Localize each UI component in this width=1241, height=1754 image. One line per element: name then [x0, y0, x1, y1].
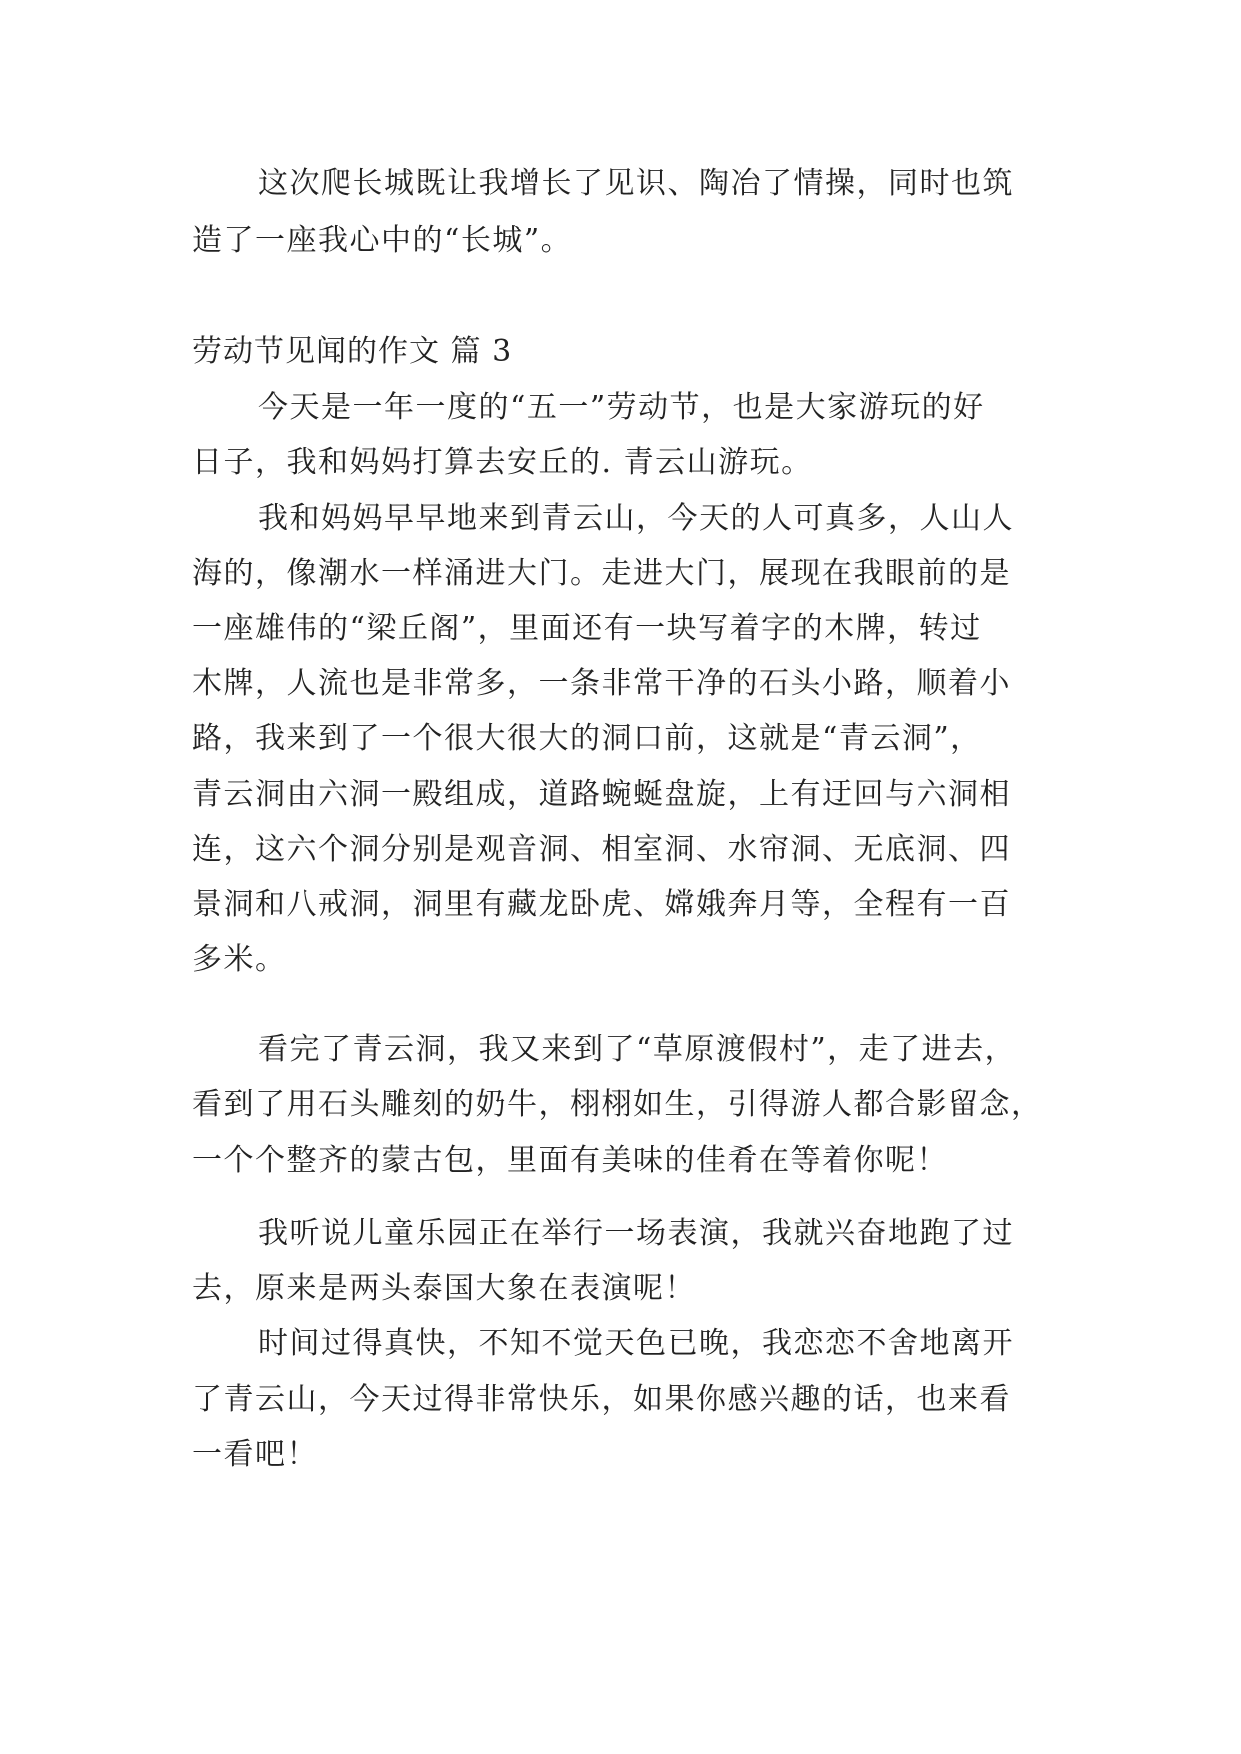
paragraph-line: 看到了用石头雕刻的奶牛，栩栩如生，引得游人都合影留念， [192, 1087, 1043, 1122]
paragraph-line: 去，原来是两头泰国大象在表演呢！ [192, 1271, 696, 1306]
paragraph-line: 木牌，人流也是非常多，一条非常干净的石头小路，顺着小 [192, 666, 1011, 701]
intro-line: 造了一座我心中的“长城”。 [192, 223, 573, 258]
paragraph-line: 日子，我和妈妈打算去安丘的. 青云山游玩。 [192, 445, 813, 480]
paragraph-line: 多米。 [192, 942, 287, 977]
paragraph-line: 海的，像潮水一样涌进大门。走进大门，展现在我眼前的是 [192, 556, 1011, 591]
paragraph-line: 我听说儿童乐园正在举行一场表演，我就兴奋地跑了过 [258, 1216, 1014, 1251]
paragraph-line: 时间过得真快，不知不觉天色已晚，我恋恋不舍地离开 [258, 1326, 1014, 1361]
paragraph-line: 路，我来到了一个很大很大的洞口前，这就是“青云洞”， [192, 721, 982, 756]
paragraph-line: 青云洞由六洞一殿组成，道路蜿蜒盘旋，上有迂回与六洞相 [192, 777, 1011, 812]
paragraph-line: 一个个整齐的蒙古包，里面有美味的佳肴在等着你呢！ [192, 1143, 948, 1178]
paragraph-line: 我和妈妈早早地来到青云山，今天的人可真多，人山人 [258, 501, 1014, 536]
intro-line: 这次爬长城既让我增长了见识、陶冶了情操，同时也筑 [258, 166, 1014, 201]
paragraph-line: 一座雄伟的“梁丘阁”，里面还有一块写着字的木牌，转过 [192, 611, 982, 646]
section-title: 劳动节见闻的作文 篇 3 [192, 334, 513, 369]
paragraph-line: 连，这六个洞分别是观音洞、相室洞、水帘洞、无底洞、四 [192, 832, 1011, 867]
paragraph-line: 看完了青云洞，我又来到了“草原渡假村”，走了进去， [258, 1032, 1017, 1067]
paragraph-line: 景洞和八戒洞，洞里有藏龙卧虎、嫦娥奔月等，全程有一百 [192, 887, 1011, 922]
paragraph-line: 了青云山，今天过得非常快乐，如果你感兴趣的话，也来看 [192, 1382, 1011, 1417]
paragraph-line: 一看吧！ [192, 1437, 318, 1472]
paragraph-line: 今天是一年一度的“五一”劳动节，也是大家游玩的好 [258, 390, 985, 425]
